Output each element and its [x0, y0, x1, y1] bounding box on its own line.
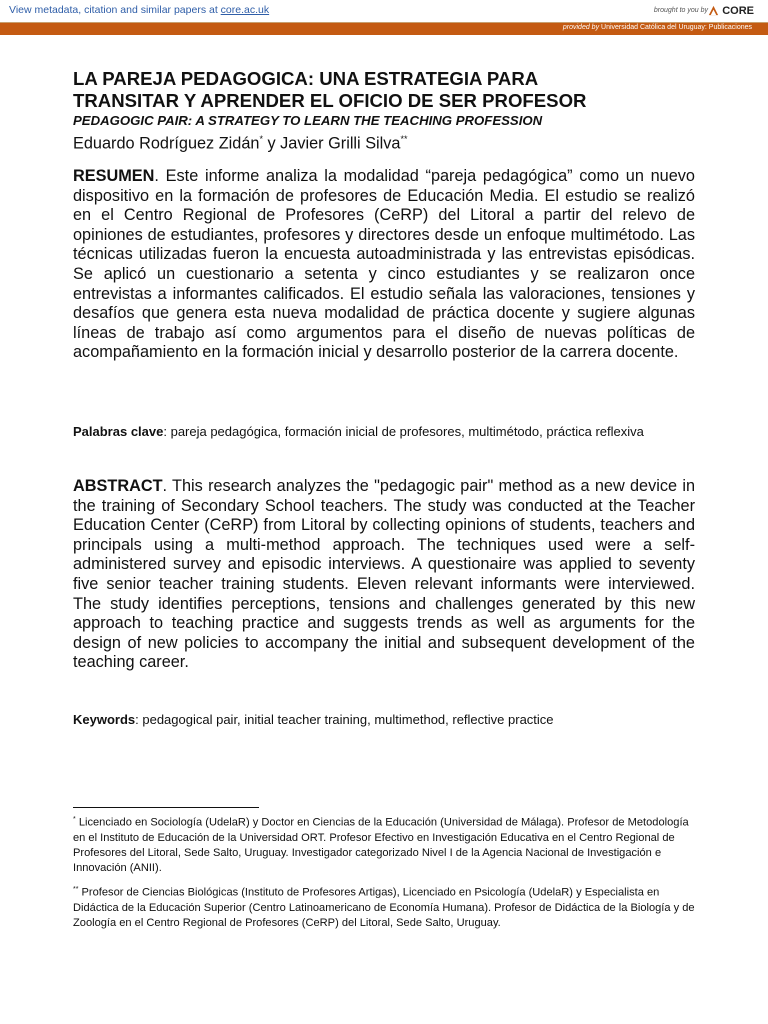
footnote-2-mark: ** [73, 886, 79, 893]
abstract-paragraph [73, 477, 695, 673]
author-1-footnote-mark: * [259, 134, 263, 144]
brought-to-you-label: brought to you by [653, 7, 708, 14]
keywords-label: Keywords [73, 712, 136, 727]
provided-by-label: provided by [562, 24, 600, 31]
title-line-2: TRANSITAR Y APRENDER EL OFICIO DE SER PROFESOR [73, 90, 587, 111]
footnote-2-text: Profesor de Ciencias Biológicas (Instituto de Profesores Artigas), Licenciado en Psicología (UdelaR) y Especialista en Didáctica de la Educación Superior (Centro Latinoamericano de Economía Humana). Profesor de Didáctica de la Biología y de Zoología en el Centro Regional de Profesores (CeRP) del Litoral, Sede Salto, Uruguay. [73, 886, 695, 930]
paper-title [73, 68, 695, 112]
abstract-label: ABSTRACT [73, 477, 163, 495]
abstract-text: . This research analyzes the "pedagogic pair" method as a new device in the training of Secondary School teachers. The study was conducted at the Teacher Education Center (CeRP) from Litoral by collecting opinions of students, teachers and principals using a multi-method approach. The techniques used were a self-administered survey and episodic interviews. A questionaire was applied to seventy five senior teacher training students. Eleven relevant informants were interviewed. The study identifies perceptions, tensions and challenges generated by this new approach to teaching practice and suggests trends as well as arguments for the design of new policies to accompany the initial and subsequent development of the teaching career. [73, 477, 695, 672]
provided-by-bar [0, 23, 768, 35]
paper-header [73, 68, 695, 153]
resumen-text: . Este informe analiza la modalidad “pareja pedagógica” como un nuevo dispositivo en la formación de profesores de Educación Media. El estudio se realizó en el Centro Regional de Profesores (CeRP) del Litoral a partir del relevo de opiniones de estudiantes, profesores y directores desde un enfoque multimétodo. Las técnicas utilizadas fueron la encuesta autoadministrada y las entrevistas episódicas. Se aplicó un cuestionario a setenta y cinco estudiantes y se realizaron once entrevistas a informantes calificados. El estudio señala las valoraciones, tensiones y desafíos que genera esta nueva modalidad de práctica docente y sugiere algunas líneas de trabajo así como argumentos para el diseño de nuevas políticas de acompañamiento en la formación inicial y desarrollo posterior de la carrera docente. [73, 167, 695, 362]
provided-by-org[interactable]: Universidad Católica del Uruguay: Publicaciones [601, 24, 752, 31]
core-link-url[interactable]: core.ac.uk [220, 4, 270, 16]
authors [73, 130, 695, 153]
provided-by-text[interactable] [563, 24, 752, 31]
palabras-clave [73, 423, 695, 440]
author-2: y Javier Grilli Silva [262, 134, 401, 153]
palabras-clave-text: : pareja pedagógica, formación inicial de profesores, multimétodo, práctica reflexiva [163, 424, 644, 439]
resumen-paragraph [73, 167, 695, 363]
paper-subtitle: PEDAGOGIC PAIR: A STRATEGY TO LEARN THE TEACHING PROFESSION [73, 113, 543, 128]
footnote-2 [73, 882, 695, 931]
resumen-label: RESUMEN [73, 167, 155, 185]
footnote-1 [73, 812, 695, 877]
footnote-1-text: Licenciado en Sociología (UdelaR) y Doctor en Ciencias de la Educación (Universidad de Málaga). Profesor de Metodología en el Instituto de Educación de la Universidad ORT. Profesor Efectivo en Investigación Educativa en el Centro Regional de Profesores del Litoral, Sede Salto, Uruguay. Investigador categorizado Nivel I de la Agencia Nacional de Investigación e Innovación (ANII). [73, 816, 689, 875]
core-logo-text[interactable]: CORE [722, 4, 754, 17]
author-2-footnote-mark: ** [400, 134, 408, 144]
core-logo[interactable] [707, 3, 754, 18]
title-line-1: LA PAREJA PEDAGOGICA: UNA ESTRATEGIA PARA [73, 68, 539, 89]
footnote-divider [73, 807, 259, 808]
keywords [73, 711, 695, 728]
core-metadata-link[interactable] [9, 4, 269, 16]
keywords-text: : pedagogical pair, initial teacher training, multimethod, reflective practice [135, 712, 554, 727]
core-banner [0, 0, 768, 23]
palabras-clave-label: Palabras clave [73, 424, 164, 439]
core-logo-icon [707, 4, 720, 17]
author-1: Eduardo Rodríguez Zidán [73, 134, 260, 153]
core-link-text[interactable]: View metadata, citation and similar papers at [9, 4, 221, 16]
footnote-1-mark: * [73, 816, 76, 823]
